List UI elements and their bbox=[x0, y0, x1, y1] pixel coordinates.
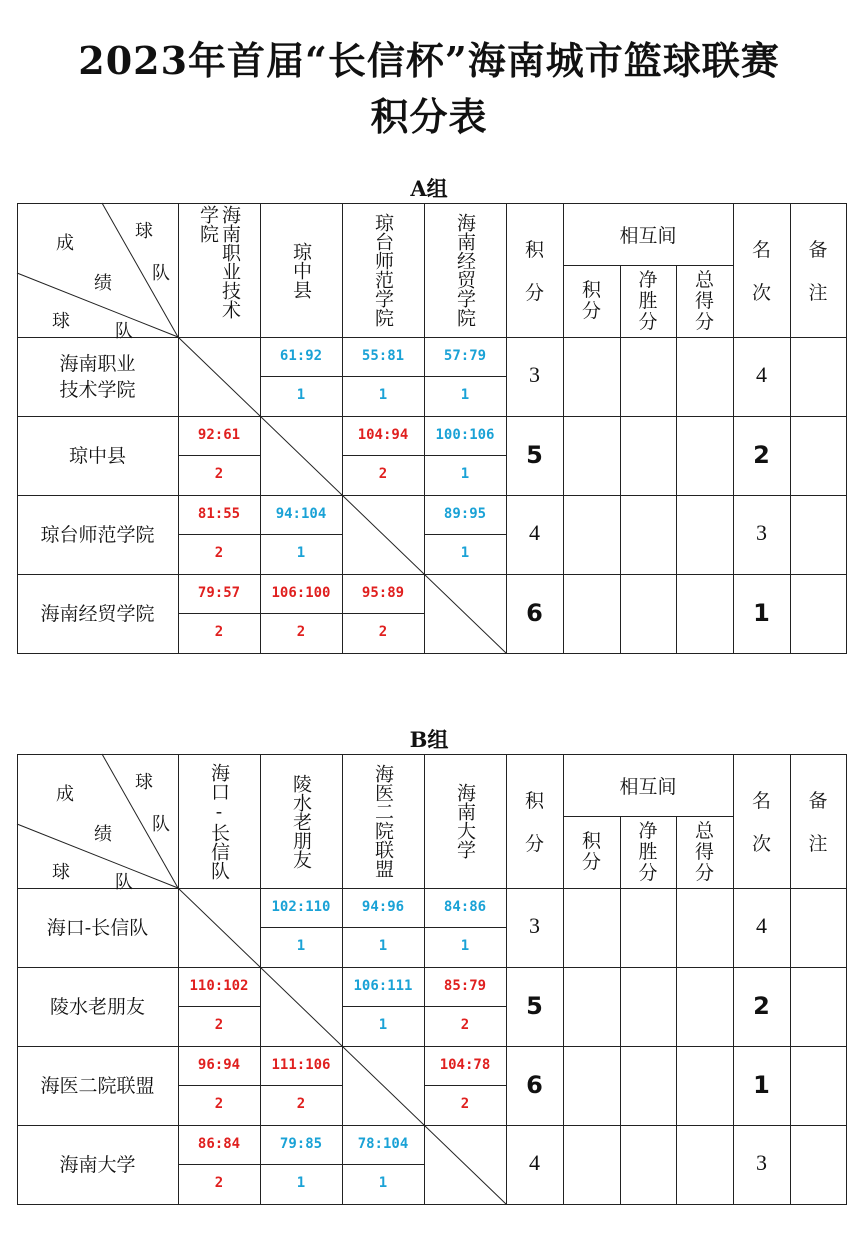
team-name-line: 海口-长信队 bbox=[46, 916, 149, 939]
mutual-net-header bbox=[620, 816, 676, 888]
header-char: 次 bbox=[751, 833, 771, 855]
total-points: 6 bbox=[526, 599, 543, 627]
header-char: 注 bbox=[808, 833, 828, 855]
header-char: 分 bbox=[524, 833, 544, 855]
match-points: 1 bbox=[296, 545, 306, 561]
match-points: 1 bbox=[378, 1017, 388, 1033]
corner-label-dui: 队 bbox=[115, 872, 133, 893]
corner-label-dui: 队 bbox=[152, 814, 170, 835]
match-score: 79:57 bbox=[197, 585, 241, 601]
match-points: 2 bbox=[214, 1017, 224, 1033]
match-score: 106:100 bbox=[271, 585, 331, 601]
match-points: 1 bbox=[378, 938, 388, 954]
match-score: 79:85 bbox=[279, 1136, 323, 1152]
rank-value: 2 bbox=[753, 441, 770, 469]
match-points: 1 bbox=[296, 387, 306, 403]
mutual-header: 相互间 bbox=[619, 776, 677, 798]
total-points: 5 bbox=[526, 441, 543, 469]
header-char: 得 bbox=[694, 840, 714, 863]
header-char: 净 bbox=[638, 268, 658, 291]
match-score: 95:89 bbox=[361, 585, 405, 601]
match-score: 92:61 bbox=[197, 427, 241, 443]
header-char: 积 bbox=[524, 790, 544, 812]
header-char: 分 bbox=[524, 282, 544, 304]
column-team-header: 陵水老朋友 bbox=[290, 773, 312, 869]
header-char: 备 bbox=[808, 239, 828, 261]
match-points: 1 bbox=[296, 938, 306, 954]
match-score: 61:92 bbox=[279, 348, 323, 364]
header-char: 名 bbox=[751, 790, 771, 812]
row-team-name bbox=[17, 967, 178, 1046]
total-points: 4 bbox=[529, 1150, 540, 1175]
header-char: 胜 bbox=[638, 840, 658, 863]
rank-value: 1 bbox=[753, 1071, 770, 1099]
rank-value: 4 bbox=[756, 362, 767, 387]
team-name-line: 海南职业 bbox=[59, 352, 136, 375]
match-score: 102:110 bbox=[271, 899, 331, 915]
total-points: 4 bbox=[529, 520, 540, 545]
corner-label-qiu: 球 bbox=[52, 862, 70, 883]
match-score: 55:81 bbox=[361, 348, 405, 364]
mutual-points-header bbox=[563, 816, 620, 888]
column-team-header: 海医二院联盟 bbox=[372, 764, 394, 878]
header-char: 分 bbox=[694, 861, 714, 884]
header-char: 总 bbox=[694, 268, 714, 291]
column-team-header: 琼台师范学院 bbox=[372, 213, 394, 327]
group-label: B组 bbox=[409, 727, 449, 752]
match-points: 2 bbox=[460, 1096, 470, 1112]
rank-header bbox=[733, 754, 790, 888]
header-char: 分 bbox=[638, 861, 658, 884]
header-char: 胜 bbox=[638, 289, 658, 312]
match-points: 1 bbox=[460, 466, 470, 482]
header-char: 分 bbox=[581, 851, 601, 873]
corner-label-ji: 绩 bbox=[94, 273, 112, 294]
match-score: 110:102 bbox=[189, 978, 249, 994]
match-points: 2 bbox=[214, 466, 224, 482]
match-points: 2 bbox=[378, 624, 388, 640]
match-score: 86:84 bbox=[197, 1136, 241, 1152]
points-header bbox=[506, 754, 563, 888]
team-name-line: 陵水老朋友 bbox=[49, 995, 145, 1018]
remarks-header bbox=[790, 754, 846, 888]
match-points: 1 bbox=[460, 387, 470, 403]
team-name-line: 海南大学 bbox=[59, 1153, 136, 1176]
header-char: 分 bbox=[638, 310, 658, 333]
corner-label-ji: 绩 bbox=[94, 824, 112, 845]
match-points: 1 bbox=[378, 387, 388, 403]
match-points: 2 bbox=[460, 1017, 470, 1033]
match-score: 104:94 bbox=[357, 427, 409, 443]
match-points: 1 bbox=[460, 545, 470, 561]
page-subtitle: 积分表 bbox=[370, 94, 488, 139]
match-points: 2 bbox=[214, 624, 224, 640]
header-char: 积 bbox=[581, 830, 601, 852]
match-score: 106:111 bbox=[353, 978, 413, 994]
match-score: 111:106 bbox=[271, 1057, 331, 1073]
rank-value: 4 bbox=[756, 913, 767, 938]
header-char: 分 bbox=[694, 310, 714, 333]
total-points: 3 bbox=[529, 913, 540, 938]
match-score: 94:104 bbox=[275, 506, 327, 522]
rank-value: 3 bbox=[756, 520, 767, 545]
page-title: 2023年首届“长信杯”海南城市篮球联赛 bbox=[78, 38, 780, 83]
total-points: 6 bbox=[526, 1071, 543, 1099]
header-char: 名 bbox=[751, 239, 771, 261]
match-points: 2 bbox=[214, 1096, 224, 1112]
header-char: 积 bbox=[581, 279, 601, 301]
match-points: 2 bbox=[378, 466, 388, 482]
column-team-header: 琼中县 bbox=[290, 241, 312, 299]
row-team-name bbox=[17, 888, 178, 967]
match-score: 100:106 bbox=[435, 427, 495, 443]
total-points: 3 bbox=[529, 362, 540, 387]
match-points: 1 bbox=[296, 1175, 306, 1191]
match-points: 1 bbox=[378, 1175, 388, 1191]
corner-label-dui: 队 bbox=[152, 263, 170, 284]
header-char: 注 bbox=[808, 282, 828, 304]
match-score: 89:95 bbox=[443, 506, 487, 522]
corner-label-qiu: 球 bbox=[135, 772, 153, 793]
match-score: 85:79 bbox=[443, 978, 487, 994]
column-team-header: 海南大学 bbox=[454, 783, 476, 859]
match-points: 2 bbox=[296, 1096, 306, 1112]
row-team-name bbox=[17, 1046, 178, 1125]
column-team-header: 海南经贸学院 bbox=[454, 213, 476, 327]
header-char: 净 bbox=[638, 819, 658, 842]
match-score: 57:79 bbox=[443, 348, 487, 364]
team-name-line: 琼中县 bbox=[68, 444, 126, 467]
rank-value: 2 bbox=[753, 992, 770, 1020]
header-char: 次 bbox=[751, 282, 771, 304]
column-team-header: 海南职业技术学院 bbox=[197, 205, 241, 319]
group-label: A组 bbox=[410, 176, 448, 201]
corner-label-qiu: 球 bbox=[135, 221, 153, 242]
mutual-header: 相互间 bbox=[619, 225, 677, 247]
rank-value: 1 bbox=[753, 599, 770, 627]
match-points: 1 bbox=[460, 938, 470, 954]
header-char: 得 bbox=[694, 289, 714, 312]
corner-label-dui: 队 bbox=[115, 321, 133, 342]
rank-value: 3 bbox=[756, 1150, 767, 1175]
team-name-line: 海医二院联盟 bbox=[40, 1074, 155, 1097]
column-team-header: 海口-长信队 bbox=[208, 762, 230, 880]
header-char: 备 bbox=[808, 790, 828, 812]
corner-label-cheng: 成 bbox=[56, 233, 74, 254]
match-score: 104:78 bbox=[439, 1057, 491, 1073]
match-points: 2 bbox=[296, 624, 306, 640]
header-char: 总 bbox=[694, 819, 714, 842]
cross-diagonal bbox=[178, 888, 506, 1204]
row-team-name bbox=[17, 1125, 178, 1204]
team-name-line: 琼台师范学院 bbox=[40, 523, 155, 546]
match-points: 2 bbox=[214, 545, 224, 561]
team-name-line: 海南经贸学院 bbox=[40, 602, 155, 625]
match-score: 81:55 bbox=[197, 506, 241, 522]
match-score: 96:94 bbox=[197, 1057, 241, 1073]
header-char: 积 bbox=[524, 239, 544, 261]
mutual-total-header bbox=[676, 816, 733, 888]
match-score: 84:86 bbox=[443, 899, 487, 915]
corner-label-cheng: 成 bbox=[56, 784, 74, 805]
total-points: 5 bbox=[526, 992, 543, 1020]
team-name-line: 技术学院 bbox=[59, 378, 136, 401]
corner-label-qiu: 球 bbox=[52, 311, 70, 332]
match-score: 78:104 bbox=[357, 1136, 409, 1152]
match-points: 2 bbox=[214, 1175, 224, 1191]
header-char: 分 bbox=[581, 300, 601, 322]
match-score: 94:96 bbox=[361, 899, 405, 915]
